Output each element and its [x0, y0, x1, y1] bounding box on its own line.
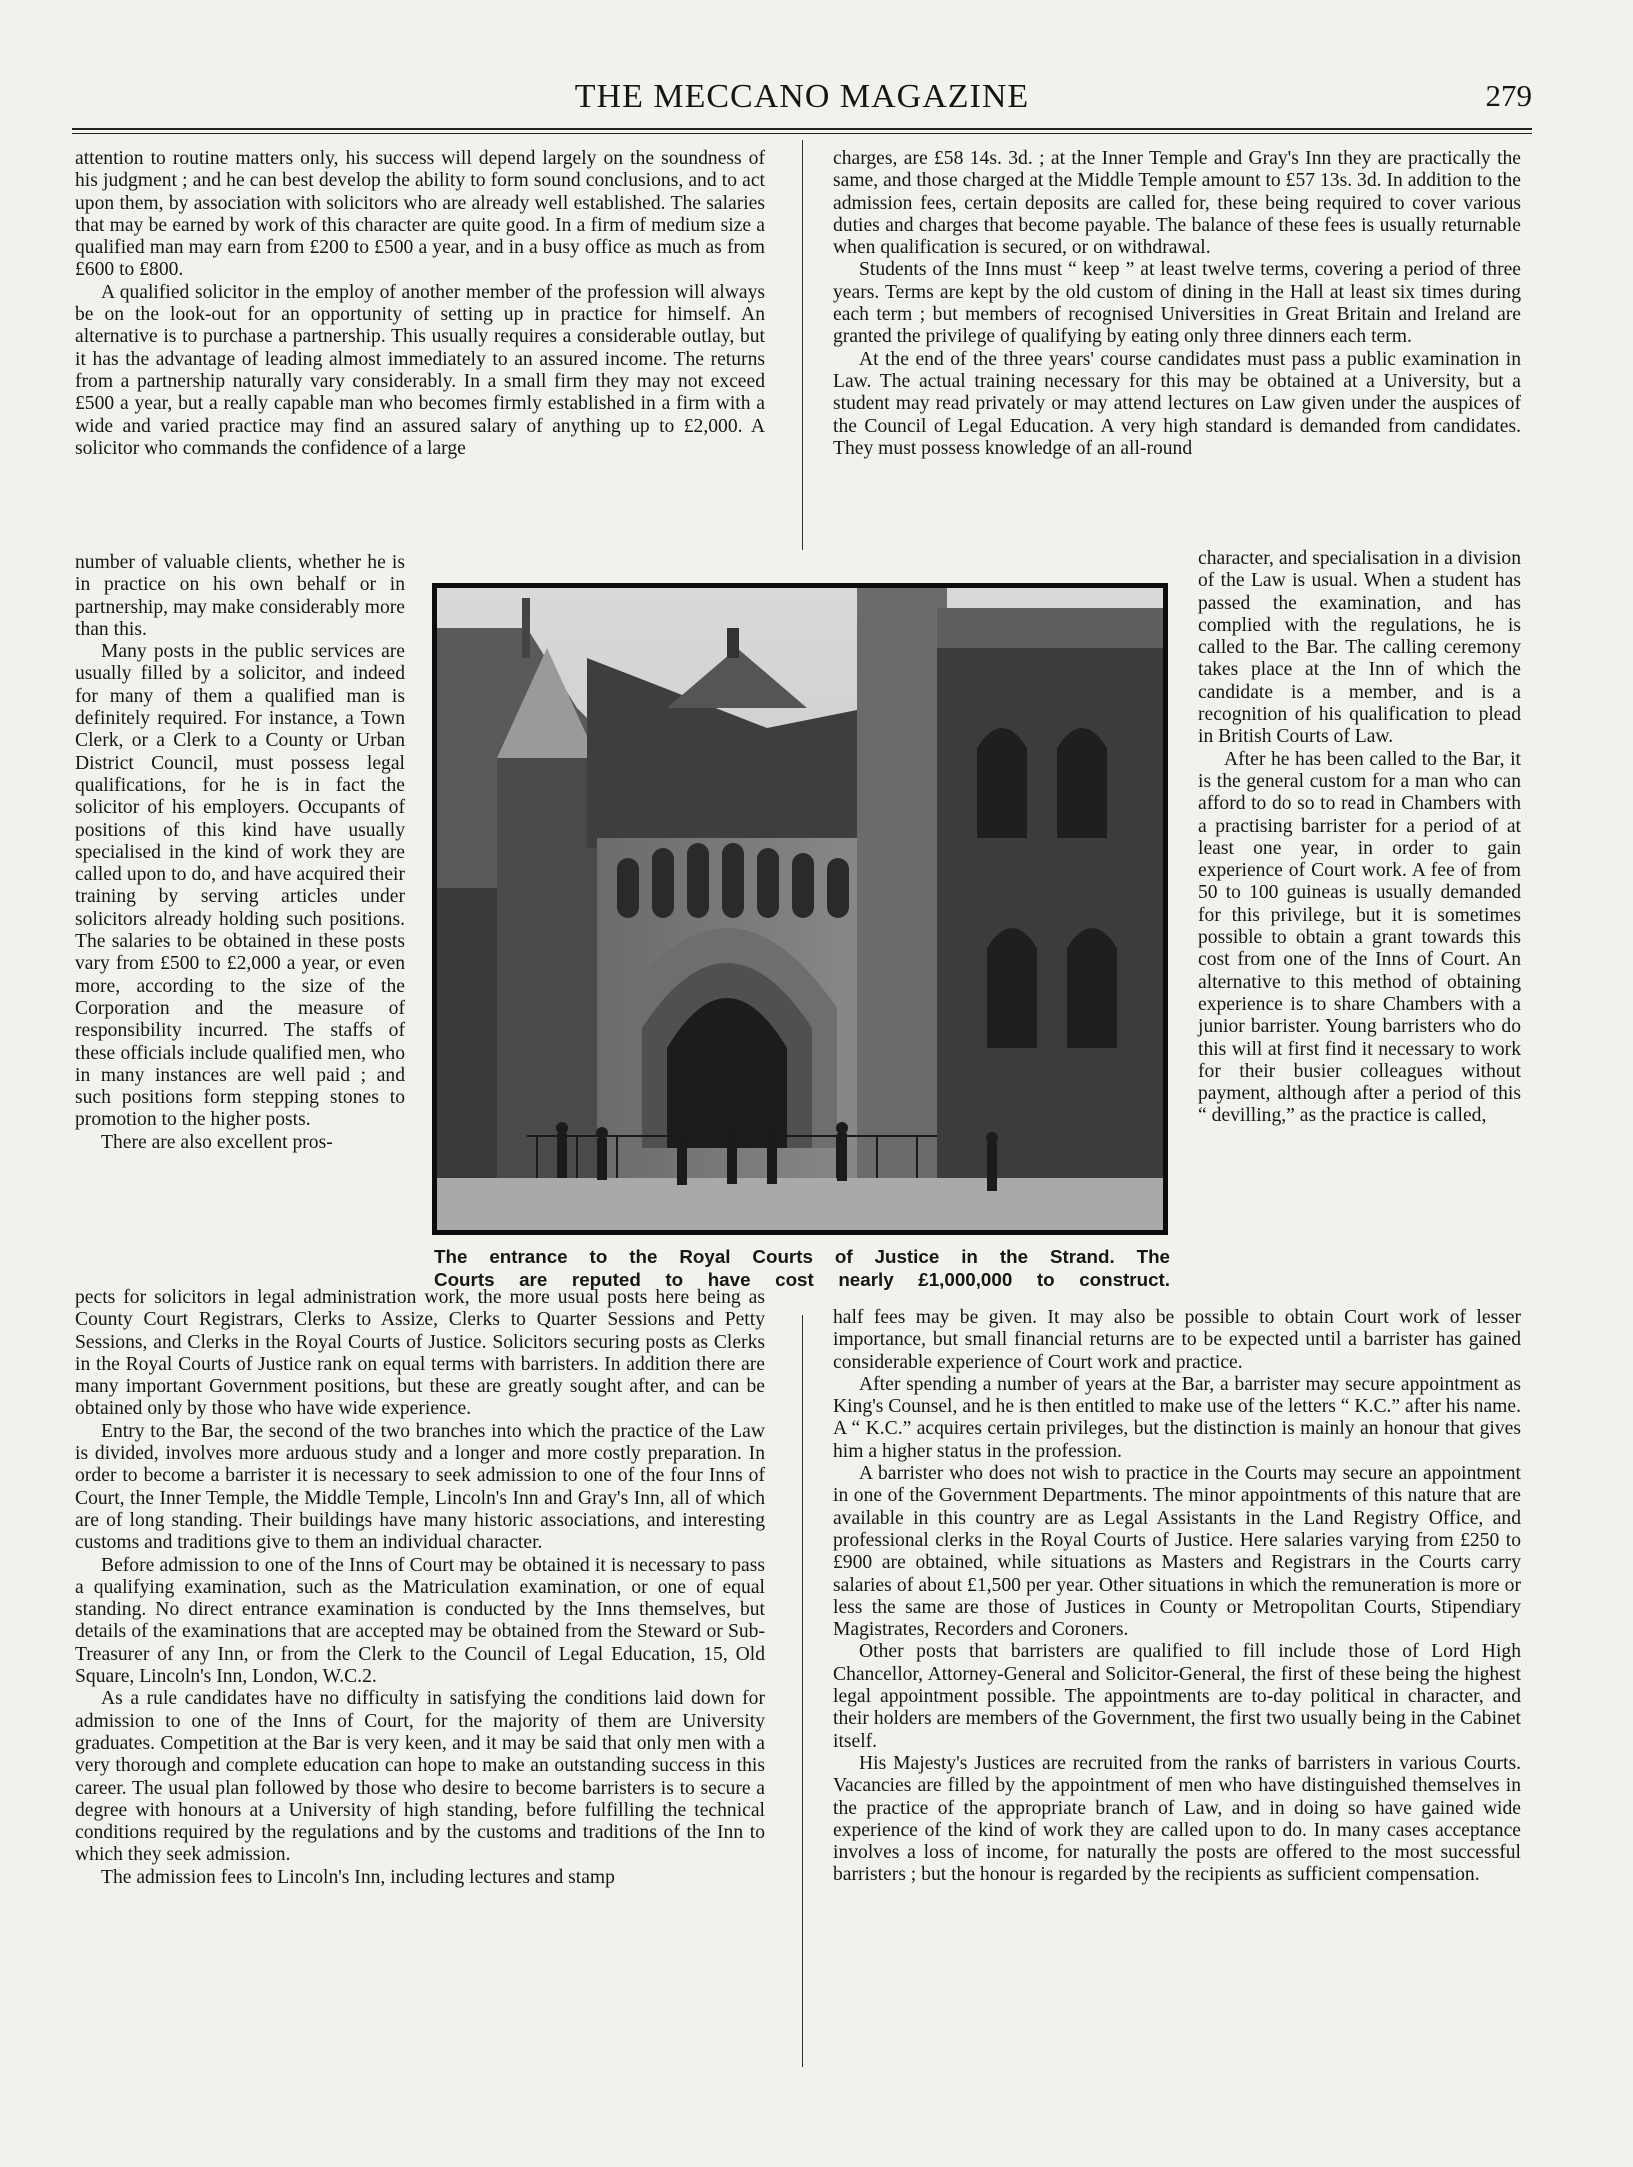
paragraph: number of valuable clients, whether he is in practice on his own behalf or in partnership, may make considerably more than this.	[75, 552, 405, 640]
caption-line-2: Courts are reputed to have cost nearly £1,000,000 to construct.	[434, 1269, 1170, 1290]
left-column-middle	[75, 552, 405, 1154]
paragraph: Entry to the Bar, the second of the two branches into which the practice of the Law is divided, involves more arduous study and a longer and more costly preparation. In order to become a barrister it is necessary to seek admission to one of the four Inns of Court, the Inner Temple, the Middle Temple, Lincoln's Inn and Gray's Inn, all of which are of long standing. Their buildings have many historic associations, and interesting customs and traditions give to them an individual character.	[75, 1420, 765, 1554]
paragraph: character, and specialisation in a division of the Law is usual. When a student has passed the examination, and has complied with the regulations, he is called to the Bar. The calling ceremony takes place at the Inn of which the candidate is a member, and is a recognition of his qualification to plead in British Courts of Law.	[1198, 548, 1521, 748]
page-header	[72, 78, 1532, 118]
paragraph: Other posts that barristers are qualified to fill include those of Lord High Chancellor, Attorney-General and Solicitor-General, the first of these being the highest legal appointment possible. The appointments are to-day political in character, and their holders are members of the Government, the first two usually being in the Cabinet itself.	[833, 1641, 1521, 1752]
royal-courts-photo	[432, 583, 1168, 1235]
paragraph: After he has been called to the Bar, it is the general custom for a man who can afford to do so to read in Chambers with a practising barrister for a period of at least one year, in order to gain experience of Court work. A fee of from 50 to 100 guineas is usually demanded for this privilege, but it is sometimes possible to obtain a grant towards this cost from one of the Inns of Court. An alternative to this method of obtaining experience is to share Chambers with a junior barrister. Young barristers who do this will at first find it necessary to work for their busier colleagues without payment, although after a period of this “ devilling,” as the practice is called,	[1198, 748, 1521, 1127]
magazine-title: THE MECCANO MAGAZINE	[574, 78, 1030, 115]
header-rule-thin	[72, 133, 1532, 134]
paragraph: attention to routine matters only, his success will depend largely on the soundness of his judgment ; and he can best develop the ability to form sound conclusions, and to act upon them, by association with solicitors who are already well established. The salaries that may be earned by work of this character are quite good. In a firm of medium size a qualified man may earn from £200 to £500 a year, and in a busy office as much as from £600 to £800.	[75, 148, 765, 281]
paragraph: Students of the Inns must “ keep ” at least twelve terms, covering a period of three years. Terms are kept by the old custom of dining in the Hall at least six times during each term ; but members of recognised Universities in Great Britain and Ireland are granted the privilege of qualifying by eating only three dinners each term.	[833, 259, 1521, 348]
left-column-bottom	[75, 1287, 765, 1889]
paragraph: After spending a number of years at the Bar, a barrister may secure appointment as King's Counsel, and he is then entitled to make use of the letters “ K.C.” after his name. A “ K.C.” acquires certain privileges, but the distinction is mainly an honour that gives him a higher status in the profession.	[833, 1373, 1521, 1462]
photo-caption	[434, 1245, 1170, 1291]
paragraph: There are also excellent pros-	[101, 1131, 333, 1153]
paragraph: pects for solicitors in legal administration work, the more usual posts here being as County Court Registrars, Clerks to Assize, Clerks to Quarter Sessions and Petty Sessions, and Clerks in the Royal Courts of Justice. Solicitors securing posts as Clerks in the Royal Courts of Justice rank on equal terms with barristers. In addition there are many important Government positions, but these are greatly sought after, and can be obtained only by those who have wide experience.	[75, 1287, 765, 1420]
paragraph: His Majesty's Justices are recruited from the ranks of barristers in various Courts. Vacancies are filled by the appointment of men who have distinguished themselves in the practice of the appropriate branch of Law, and in doing so have gained wide experience of the kind of work they are called upon to do. In many cases acceptance involves a loss of income, for naturally the posts are offered to the most successful barristers ; but the honour is regarded by the recipients as sufficient compensation.	[833, 1752, 1521, 1886]
paragraph: charges, are £58 14s. 3d. ; at the Inner Temple and Gray's Inn they are practically the same, and those charged at the Middle Temple amount to £57 13s. 3d. In addition to the admission fees, certain deposits are called for, these being required to cover various duties and charges that become payable. The balance of these fees is usually returnable when qualification is secured, or on withdrawal.	[833, 148, 1521, 259]
paragraph: The admission fees to Lincoln's Inn, including lectures and stamp	[101, 1866, 615, 1888]
paragraph: At the end of the three years' course candidates must pass a public examination in Law. The actual training necessary for this may be obtained at a University, but a student may read privately or may attend lectures on Law given under the auspices of the Council of Legal Education. A very high standard is demanded from candidates. They must possess knowledge of an all-round	[833, 348, 1521, 459]
page-number: 279	[1485, 78, 1532, 113]
building-illustration	[437, 588, 1163, 1230]
paragraph: Before admission to one of the Inns of Court may be obtained it is necessary to pass a qualifying examination, such as the Matriculation examination, or one of equal standing. No direct entrance examination is conducted by the Inns themselves, but details of the examinations that are accepted may be obtained from the Steward or Sub-Treasurer of any Inn, or from the Clerk to the Council of Legal Education, 15, Old Square, Lincoln's Inn, London, W.C.2.	[75, 1554, 765, 1688]
paragraph: A barrister who does not wish to practice in the Courts may secure an appointment in one of the Government Departments. The minor appointments of this nature that are available in this country are as Legal Assistants in the Land Registry Office, and professional clerks in the Royal Courts of Justice. Here salaries varying from £250 to £900 are obtained, while situations as Masters and Registrars in the Courts carry salaries of about £1,500 per year. Other situations in which the remuneration is more or less the same are those of Justices in County or Metropolitan Courts, Stipendiary Magistrates, Recorders and Coroners.	[833, 1463, 1521, 1641]
paragraph: A qualified solicitor in the employ of another member of the profession will always be on the look-out for an opportunity of setting up in practice for himself. An alternative is to purchase a partnership. This usually requires a considerable outlay, but it has the advantage of leading almost immediately to an assured income. The returns from a partnership naturally vary considerably. In a small firm they may not exceed £500 a year, but a really capable man who becomes firmly established in a firm with a wide and varied practice may find an assured salary of anything up to £2,000. A solicitor who commands the confidence of a large	[75, 281, 765, 459]
right-column-bottom	[833, 1307, 1521, 1887]
left-column-top	[75, 148, 765, 460]
right-column-middle	[1198, 548, 1521, 1128]
column-divider-bottom	[802, 1315, 803, 2067]
column-divider-top	[802, 140, 803, 550]
right-column-top	[833, 148, 1521, 460]
caption-line-1: The entrance to the Royal Courts of Justice in the Strand. The	[434, 1246, 1170, 1267]
paragraph: Many posts in the public services are usually filled by a solicitor, and indeed for many of them a qualified man is definitely required. For instance, a Town Clerk, or a Clerk to a County or Urban District Council, must possess legal qualifications, for he is in fact the solicitor of his employers. Occupants of positions of this kind have usually specialised in the kind of work they are called upon to do, and have acquired their training by serving articles under solicitors already holding such positions. The salaries to be obtained in these posts vary from £500 to £2,000 a year, or even more, according to the size of the Corporation and the measure of responsibility incurred. The staffs of these officials include qualified men, who in many instances are well paid ; and such positions form stepping stones to promotion to the higher posts.	[75, 641, 405, 1131]
paragraph: As a rule candidates have no difficulty in satisfying the conditions laid down for admission to one of the Inns of Court, for the majority of them are University graduates. Competition at the Bar is very keen, and it may be said that only men with a very thorough and complete education can hope to make an outstanding success in this career. The usual plan followed by those who desire to become barristers is to secure a degree with honours at a University of high standing, before fulfilling the technical conditions required by the regulations and by the customs and traditions of the Inn to which they seek admission.	[75, 1688, 765, 1866]
paragraph: half fees may be given. It may also be possible to obtain Court work of lesser importance, but small financial returns are to be expected until a barrister has gained considerable experience of Court work and practice.	[833, 1307, 1521, 1373]
header-rule	[72, 128, 1532, 130]
